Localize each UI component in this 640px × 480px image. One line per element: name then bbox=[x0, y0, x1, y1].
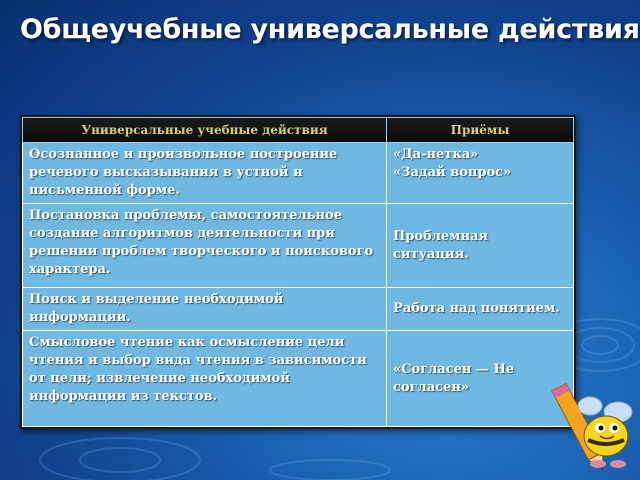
technique-cell: Работа над понятием. bbox=[387, 288, 574, 331]
header-techniques: Приёмы bbox=[387, 118, 574, 143]
bee-with-pencil-icon bbox=[530, 370, 640, 480]
technique-cell: «Да-нетка» «Задай вопрос» bbox=[387, 143, 574, 204]
technique-cell: «Согласен — Не согласен» bbox=[387, 331, 574, 427]
actions-table bbox=[20, 115, 576, 429]
slide-title: Общеучебные универсальные действия bbox=[20, 14, 640, 45]
table-row bbox=[23, 143, 574, 204]
table-row bbox=[23, 204, 574, 288]
table-row bbox=[23, 288, 574, 331]
technique-cell: Проблемная ситуация. bbox=[387, 204, 574, 288]
action-cell: Поиск и выделение необходимой информации. bbox=[23, 288, 387, 331]
action-cell: Осознанное и произвольное построение речевого высказывания в устной и письменной форме. bbox=[23, 143, 387, 204]
action-cell: Смысловое чтение как осмысление цели чтения и выбор вида чтения в зависимости от цели; извлечение необходимой информации из текстов. bbox=[23, 331, 387, 427]
header-actions: Универсальные учебные действия bbox=[23, 118, 387, 143]
table-row bbox=[23, 331, 574, 427]
action-cell: Постановка проблемы, самостоятельное создание алгоритмов деятельности при решении проблем творческого и поискового характера. bbox=[23, 204, 387, 288]
table-header-row bbox=[23, 118, 574, 143]
